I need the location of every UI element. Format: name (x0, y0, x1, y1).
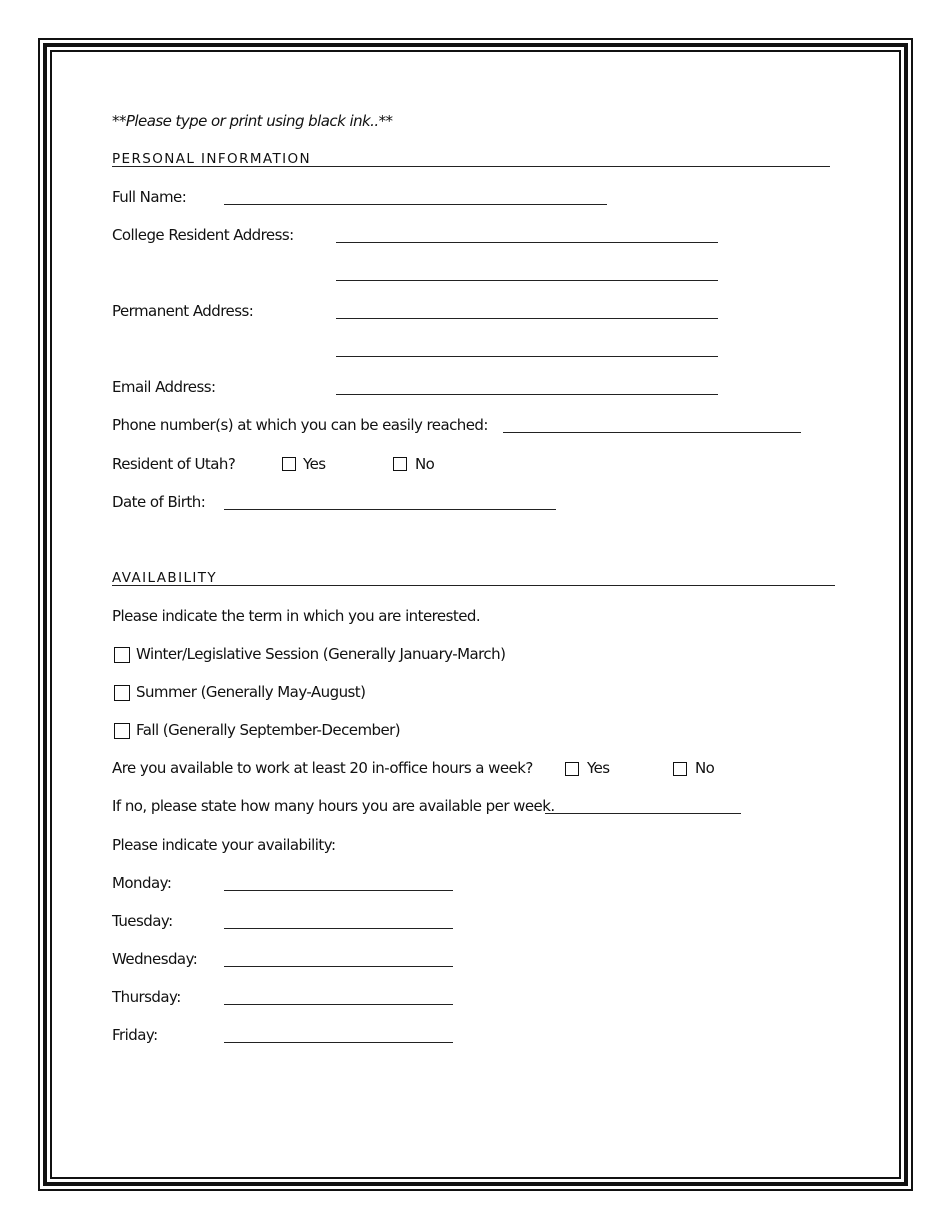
dob-field[interactable] (224, 509, 556, 510)
term-fall-checkbox[interactable] (114, 723, 130, 739)
permanent-address-label: Permanent Address: (112, 302, 254, 320)
permanent-address-field-line-1[interactable] (336, 318, 718, 319)
term-winter-checkbox[interactable] (114, 647, 130, 663)
hours-if-no-label: If no, please state how many hours you are available per week. (112, 797, 555, 815)
availability-heading-rule (112, 585, 835, 586)
full-name-label: Full Name: (112, 188, 187, 206)
college-address-field-line-2[interactable] (336, 280, 718, 281)
utah-resident-label: Resident of Utah? (112, 455, 236, 473)
day-label-monday: Monday: (112, 874, 172, 892)
college-address-label: College Resident Address: (112, 226, 294, 244)
day-field-thursday[interactable] (224, 1004, 453, 1005)
availability-prompt: Please indicate your availability: (112, 836, 336, 854)
full-name-field[interactable] (224, 204, 607, 205)
hours-no-checkbox[interactable] (673, 762, 687, 776)
hours-yes-label: Yes (587, 759, 610, 777)
hours-no-label: No (695, 759, 715, 777)
term-fall-label: Fall (Generally September-December) (136, 721, 401, 739)
hours-question: Are you available to work at least 20 in-office hours a week? (112, 759, 533, 777)
permanent-address-field-line-2[interactable] (336, 356, 718, 357)
college-address-field-line-1[interactable] (336, 242, 718, 243)
hours-per-week-field[interactable] (545, 813, 741, 814)
dob-label: Date of Birth: (112, 493, 206, 511)
day-label-thursday: Thursday: (112, 988, 181, 1006)
utah-no-label: No (415, 455, 435, 473)
utah-no-checkbox[interactable] (393, 457, 407, 471)
personal-info-heading-rule (112, 166, 830, 167)
day-field-tuesday[interactable] (224, 928, 453, 929)
term-summer-checkbox[interactable] (114, 685, 130, 701)
day-field-wednesday[interactable] (224, 966, 453, 967)
term-prompt: Please indicate the term in which you are interested. (112, 607, 481, 625)
ink-instruction: **Please type or print using black ink..** (112, 112, 393, 130)
email-field[interactable] (336, 394, 718, 395)
hours-yes-checkbox[interactable] (565, 762, 579, 776)
term-summer-label: Summer (Generally May-August) (136, 683, 366, 701)
personal-info-heading: PERSONAL INFORMATION (112, 151, 312, 167)
term-winter-label: Winter/Legislative Session (Generally January-March) (136, 645, 506, 663)
utah-yes-label: Yes (303, 455, 326, 473)
phone-label: Phone number(s) at which you can be easily reached: (112, 416, 488, 434)
day-label-friday: Friday: (112, 1026, 158, 1044)
day-label-tuesday: Tuesday: (112, 912, 173, 930)
email-label: Email Address: (112, 378, 216, 396)
phone-field[interactable] (503, 432, 801, 433)
utah-yes-checkbox[interactable] (282, 457, 296, 471)
day-field-monday[interactable] (224, 890, 453, 891)
day-label-wednesday: Wednesday: (112, 950, 198, 968)
availability-heading: AVAILABILITY (112, 570, 218, 586)
day-field-friday[interactable] (224, 1042, 453, 1043)
